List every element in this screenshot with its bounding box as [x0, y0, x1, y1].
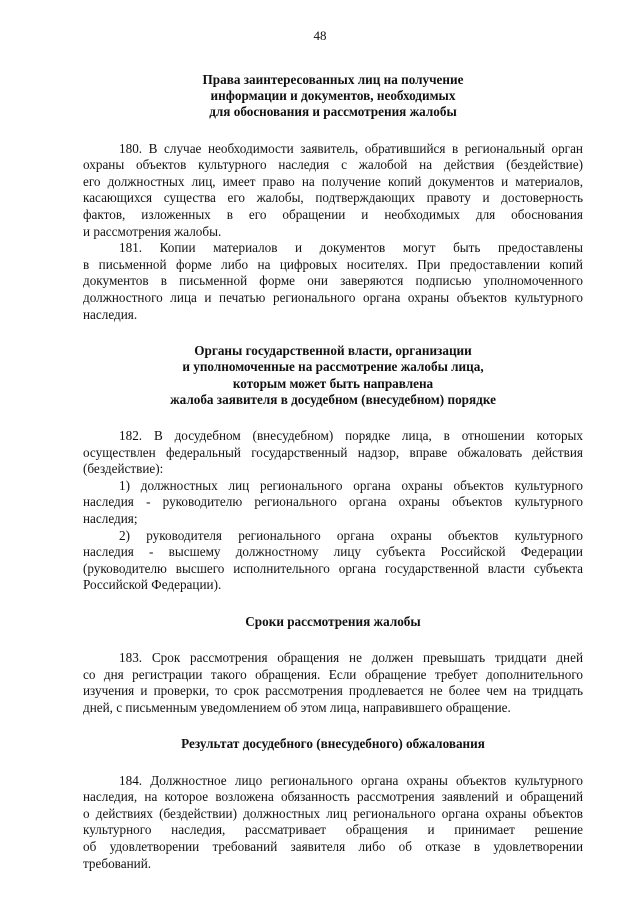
paragraph-line: (бездействие): [83, 461, 164, 477]
paragraph-line: наследия; [83, 510, 138, 526]
paragraph-line: 182. В досудебном (внесудебном) порядке лица, в отношении которых [119, 427, 583, 443]
paragraph-line: об удовлетворении требований заявителя либо об отказе в удовлетворении [83, 839, 583, 855]
paragraph-line: осуществлен федеральный государственный надзор, вправе обжаловать действия [83, 444, 583, 460]
heading-line: которым может быть направлена [232, 375, 434, 391]
heading-line: и уполномоченные на рассмотрение жалобы лица, [182, 359, 484, 375]
paragraph-182 [83, 428, 583, 478]
paragraph-line: фактов, изложенных в его обращении и необходимых для обоснования [83, 206, 583, 222]
paragraph-line: документов в письменной форме они заверяются подписью уполномоченного [83, 273, 583, 289]
paragraph-line: его должностных лиц, имеет право на получение копий документов и материалов, [83, 173, 583, 189]
heading-line: Органы государственной власти, организации [194, 343, 472, 359]
section-heading-result [83, 736, 583, 752]
paragraph-183 [83, 650, 583, 716]
paragraph-line: касающихся существа его жалобы, подтверждающих правоту и достоверность [83, 190, 583, 206]
page-number: 48 [313, 28, 327, 43]
paragraph-line: 184. Должностное лицо регионального органа охраны объектов культурного [119, 772, 583, 788]
section-heading-terms [83, 614, 583, 630]
paragraph-line: со дня регистрации такого обращения. Если обращение требует дополнительного [83, 666, 583, 682]
paragraph-line: культурного наследия, рассматривает обращения и принимает решение [83, 822, 583, 838]
paragraph-182-item-1 [83, 478, 583, 528]
heading-line: информации и документов, необходимых [210, 88, 456, 104]
paragraph-line: изучения и проверки, то срок рассмотрения продлевается не более чем на тридцать [83, 683, 583, 699]
paragraph-line: 181. Копии материалов и документов могут быть предоставлены [119, 240, 583, 256]
paragraph-line: в письменной форме либо на цифровых носителях. При предоставлении копий [83, 256, 583, 272]
paragraph-line: о действиях (бездействии) должностных лиц регионального органа охраны объектов [83, 805, 583, 821]
paragraph-line: 183. Срок рассмотрения обращения не должен превышать тридцати дней [119, 650, 583, 666]
document-body [83, 72, 583, 872]
paragraph-184 [83, 773, 583, 873]
section-heading-rights [83, 72, 583, 121]
paragraph-line: должностного лица и печатью регионального органа охраны объектов культурного [83, 289, 583, 305]
paragraph-line: требований. [83, 855, 152, 871]
heading-line: Права заинтересованных лиц на получение [202, 72, 464, 87]
heading-line: жалоба заявителя в досудебном (внесудебном) порядке [170, 391, 496, 407]
paragraph-line: дней, с письменным уведомлением об этом лица, направившего обращение. [83, 699, 511, 715]
paragraph-line: наследия - высшему должностному лицу субъекта Российской Федерации [83, 544, 583, 560]
paragraph-line: охраны объектов культурного наследия с жалобой на действия (бездействие) [83, 157, 583, 173]
paragraph-line: наследия. [83, 306, 138, 322]
heading-line: Результат досудебного (внесудебного) обжалования [181, 736, 485, 752]
paragraph-line: 2) руководителя регионального органа охраны объектов культурного [119, 527, 583, 543]
paragraph-line: и рассмотрения жалобы. [83, 223, 222, 239]
heading-line: Сроки рассмотрения жалобы [245, 613, 421, 629]
paragraph-line: 180. В случае необходимости заявитель, обратившийся в региональный орган [119, 140, 583, 156]
paragraph-181 [83, 240, 583, 323]
paragraph-line: наследия, на которое возложена обязанность рассмотрения заявлений и обращений [83, 789, 583, 805]
paragraph-line: (руководителю высшего исполнительного органа государственной власти субъекта [83, 560, 583, 576]
paragraph-180 [83, 141, 583, 241]
paragraph-182-item-2 [83, 528, 583, 594]
section-heading-authorities [83, 343, 583, 408]
paragraph-line: Российской Федерации). [83, 577, 222, 593]
paragraph-line: 1) должностных лиц регионального органа охраны объектов культурного [119, 477, 583, 493]
paragraph-line: наследия - руководителю регионального органа охраны объектов культурного [83, 494, 583, 510]
heading-line: для обоснования и рассмотрения жалобы [209, 104, 457, 120]
